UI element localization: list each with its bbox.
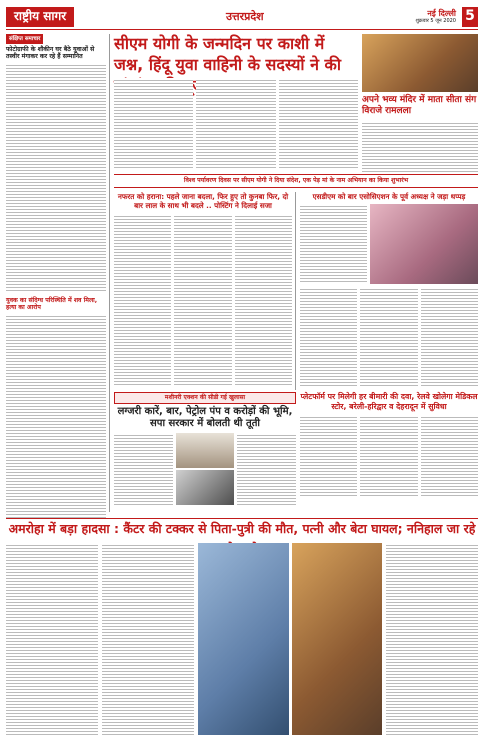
brand-logo: राष्ट्रीय सागर bbox=[6, 7, 74, 27]
luxury-cars-photos bbox=[176, 433, 235, 505]
right-headline: अपने भव्य मंदिर में माता सीता संग विराजे रामलला bbox=[362, 95, 477, 117]
mid-left-text-column bbox=[235, 214, 292, 386]
lead-text-column bbox=[196, 78, 275, 170]
edition-city: नई दिल्ली bbox=[427, 8, 456, 18]
mid-right-text-column bbox=[300, 204, 367, 284]
section-title: उत्तरप्रदेश bbox=[225, 9, 264, 23]
right-story-body bbox=[362, 121, 478, 173]
left-story2-body bbox=[6, 314, 106, 520]
right-column bbox=[362, 34, 478, 173]
mid-left-headline: नफरत को हराना: पहले जाना बदला, फिर हुए तो कुनबा फिर, दो बार लाल के साथ भी बदले .. पोस्टिंग ने दिलाई सजा bbox=[117, 192, 289, 211]
luxury-cars-story bbox=[114, 392, 296, 512]
brief-news-tag: संक्षिप्त समाचार bbox=[6, 34, 43, 44]
ram-temple-photo bbox=[362, 34, 478, 92]
left-column bbox=[6, 34, 110, 512]
story-kicker: मशीनरी एक्शन की सीडी गई खुलासा bbox=[114, 392, 296, 404]
mid-right-story bbox=[300, 192, 478, 390]
luxury-cars-body bbox=[114, 433, 296, 505]
amroha-accident-story bbox=[6, 518, 478, 734]
railway-text-column bbox=[300, 415, 357, 497]
mid-right-text-column bbox=[300, 287, 357, 387]
mid-right-text-column bbox=[360, 287, 417, 387]
lead-story-body bbox=[114, 78, 358, 170]
luxury-cars-headline: लग्जरी कारें, बार, पेट्रोल पंप व करोड़ों की भूमि, सपा सरकार में बोलती थी तूती bbox=[117, 405, 293, 429]
left-story2-headline: युवक का संदिग्ध परिस्थिति में शव मिला, हत्या का आरोप bbox=[6, 296, 98, 312]
amroha-text-column bbox=[6, 543, 98, 735]
luxury-cars-text-column bbox=[114, 433, 173, 505]
railway-body bbox=[300, 415, 478, 497]
announcement-strip: विश्व पर्यावरण दिवस पर सीएम योगी ने दिया संदेश, एक पेड़ मां के नाम अभियान का किया शुभारंभ bbox=[114, 174, 478, 188]
left-story-headline: फोटोग्राफी के शौकीन घर बैठे युवाओं से तस्वीर मंगाकर कर रहे हैं सम्मानित bbox=[6, 45, 95, 61]
edition-date: शुक्रवार 5 जून 2020 bbox=[415, 18, 456, 25]
edition-info bbox=[415, 9, 456, 25]
mid-right-headline: एसडीएम को बार एसोसिएशन के पूर्व अध्यक्ष ने जड़ा थप्पड़ bbox=[312, 192, 466, 201]
mid-left-body bbox=[114, 214, 292, 386]
lead-headline: सीएम योगी के जन्मदिन पर काशी में जश्न, हिंदू युवा वाहिनी के सदस्यों ने की bbox=[114, 34, 341, 74]
masthead bbox=[6, 4, 478, 30]
mid-right-bottom bbox=[300, 287, 478, 387]
railway-medical-story bbox=[300, 392, 478, 512]
mid-left-story bbox=[114, 192, 296, 390]
amroha-text-column bbox=[386, 543, 478, 735]
amroha-text-column bbox=[102, 543, 194, 735]
accident-site-photo bbox=[292, 543, 383, 735]
mid-right-text-column bbox=[421, 287, 478, 387]
luxury-cars-text-column bbox=[237, 433, 296, 505]
left-story-body bbox=[6, 63, 106, 293]
lead-text-column bbox=[114, 78, 193, 170]
amroha-photos bbox=[198, 543, 382, 735]
mid-left-text-column bbox=[174, 214, 231, 386]
mid-right-top bbox=[300, 204, 478, 284]
protest-photo bbox=[370, 204, 478, 284]
portrait-photo bbox=[176, 433, 235, 468]
mid-left-text-column bbox=[114, 214, 171, 386]
railway-text-column bbox=[360, 415, 417, 497]
cars-photo bbox=[176, 470, 235, 505]
amroha-body bbox=[6, 543, 478, 735]
amroha-headline: अमरोहा में बड़ा हादसा : कैंटर की टक्कर से पिता-पुत्री की मौत, पत्नी और बेटा घायल; ननिहाल जा रहे bbox=[8, 521, 476, 536]
child-photo bbox=[198, 543, 289, 735]
railway-headline: प्लेटफॉर्म पर मिलेगी हर बीमारी की दवा, रेलवे खोलेगा मेडिकल स्टोर, बरेली-हरिद्वार व देहरादून में सुविधा bbox=[300, 392, 478, 412]
page-number: 5 bbox=[462, 7, 478, 27]
lead-text-column bbox=[279, 78, 358, 170]
railway-text-column bbox=[421, 415, 478, 497]
